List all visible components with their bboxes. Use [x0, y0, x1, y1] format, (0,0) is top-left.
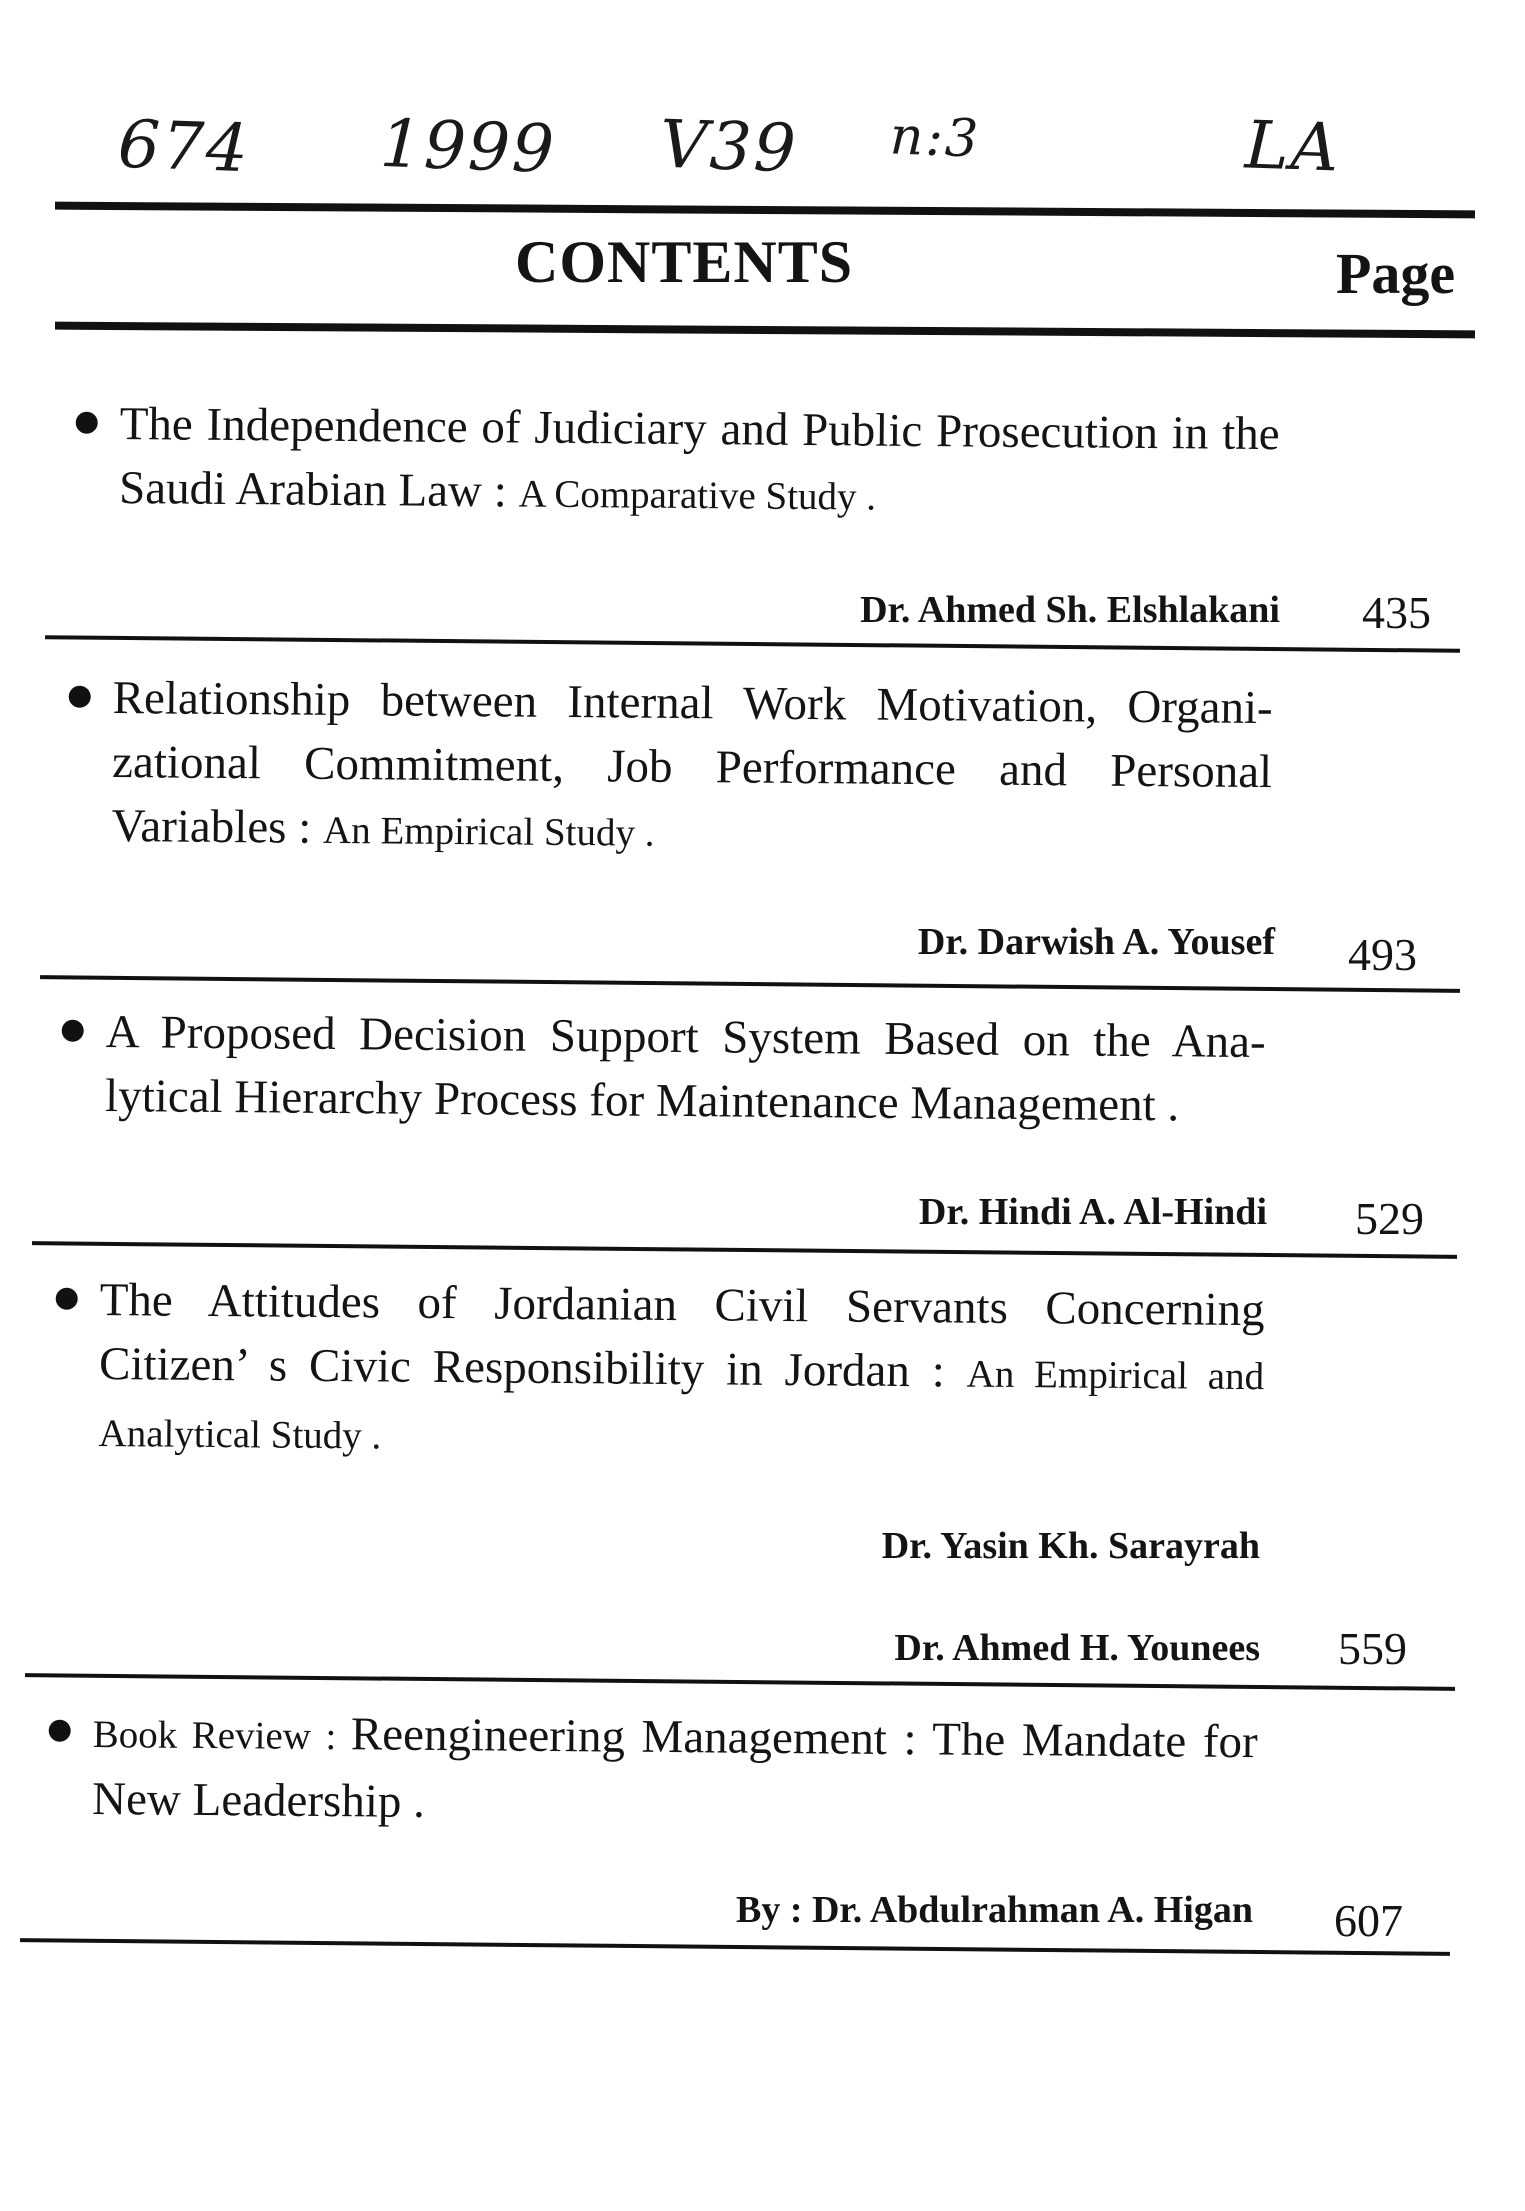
toc-entry: [105, 1000, 1266, 1138]
handwritten-issue: n:3: [888, 106, 982, 170]
entry-author: Dr. Yasin Kh. Sarayrah: [881, 1525, 1260, 1567]
entry-page-number: 607: [1334, 1895, 1403, 1946]
entry-author: By : Dr. Abdulrahman A. Higan: [735, 1889, 1253, 1931]
entry-title: The Independence of Judiciary and Public Prosecution in the Saudi Arabian Law : A Comparative Study .: [118, 397, 1280, 519]
entry-author: Dr. Darwish A. Yousef: [917, 921, 1275, 963]
handwritten-volume: V39: [658, 105, 799, 188]
entry-title: The Attitudes of Jordanian Civil Servants Concerning Citizen’ s Civic Responsibility in Jordan : An Empirical and Analytical Study .: [98, 1273, 1265, 1458]
header-bottom-rule: [55, 322, 1475, 339]
toc-entry: [98, 1268, 1265, 1476]
entry-title: A Proposed Decision Support System Based on the Ana-lytical Hierarchy Process for Maintenance Management .: [104, 1005, 1266, 1132]
entry-divider: [40, 975, 1460, 993]
header-top-rule: [55, 202, 1475, 219]
entry-page-number: 559: [1338, 1623, 1407, 1674]
entry-subtitle: A Comparative Study .: [518, 472, 877, 519]
entry-subtitle: An Empirical Study .: [322, 808, 655, 855]
entry-divider: [20, 1938, 1450, 1956]
entry-title: Relationship between Internal Work Motivation, Organi-zational Commitment, Job Performance and Personal Variables : An Empirical Study .: [111, 671, 1273, 855]
entry-subtitle: An Empirical and Analytical Study .: [98, 1352, 1265, 1458]
entry-page-number: 493: [1348, 929, 1417, 980]
bullet-icon: [76, 412, 98, 434]
bullet-icon: [56, 1288, 78, 1310]
entry-divider: [32, 1241, 1457, 1259]
toc-entry: [111, 666, 1273, 871]
entry-author: Dr. Ahmed H. Younees: [894, 1627, 1260, 1669]
contents-heading: CONTENTS: [515, 229, 854, 295]
toc-entry: [92, 1700, 1258, 1841]
entry-author: Dr. Hindi A. Al-Hindi: [918, 1191, 1267, 1233]
handwritten-year: 1999: [378, 104, 558, 189]
entry-page-number: 529: [1355, 1193, 1424, 1244]
bullet-icon: [62, 1020, 84, 1042]
page-column-heading: Page: [1336, 241, 1456, 306]
entry-divider: [45, 635, 1460, 653]
handwritten-mark: LA: [1243, 106, 1342, 187]
bullet-icon: [49, 1720, 71, 1742]
toc-entry: [119, 392, 1280, 533]
entry-page-number: 435: [1362, 587, 1431, 638]
entry-divider: [25, 1673, 1455, 1691]
entry-author: Dr. Ahmed Sh. Elshlakani: [860, 589, 1280, 631]
handwritten-call-number: 674: [116, 105, 252, 188]
bullet-icon: [69, 686, 91, 708]
entry-prefix: Book Review :: [92, 1712, 352, 1759]
entry-title: Book Review : Reengineering Management : The Mandate for New Leadership .: [91, 1708, 1258, 1828]
